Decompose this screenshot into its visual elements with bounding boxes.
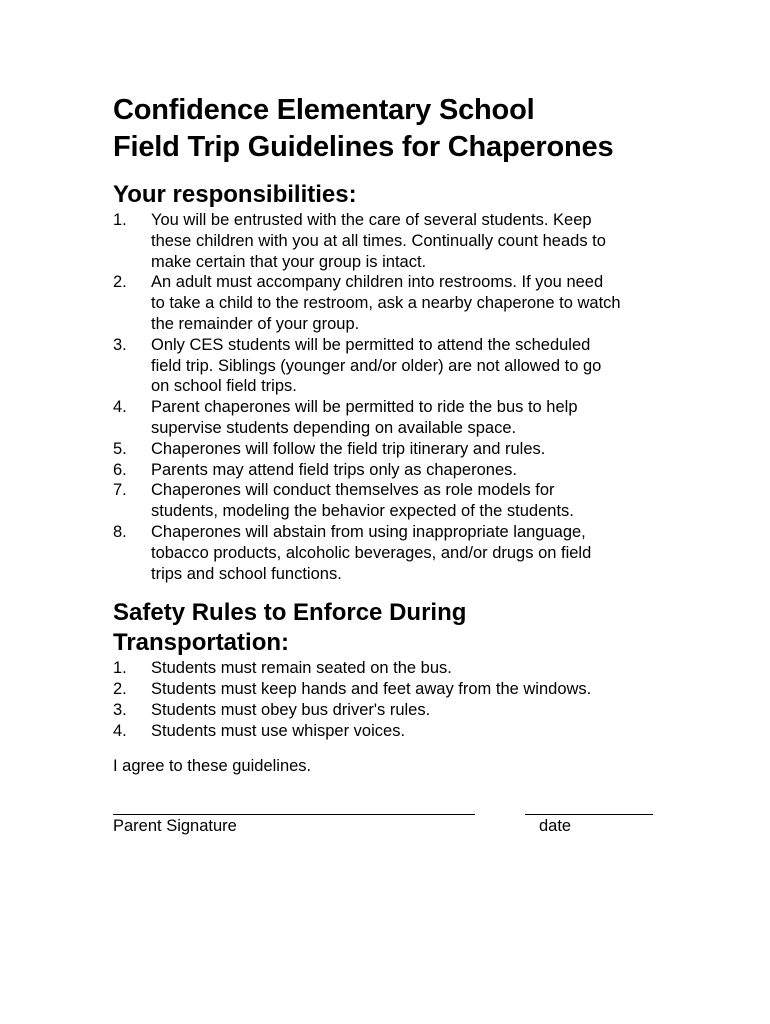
list-item-text (151, 397, 673, 439)
date-label: date (539, 816, 572, 835)
list-item-line: on school field trips. (151, 377, 297, 396)
list-item (113, 480, 673, 522)
list-item-line: students, modeling the behavior expected of the students. (151, 502, 574, 521)
list-item-line: Students must use whisper voices. (151, 721, 406, 740)
list-item (113, 522, 673, 584)
safety-heading-line-2: Transportation: (113, 629, 290, 657)
responsibilities-list (113, 210, 673, 584)
list-item-number: 2. (113, 273, 127, 292)
list-item-line: You will be entrusted with the care of several students. Keep (151, 211, 592, 229)
list-item-line: these children with you at all times. Continually count heads to (151, 231, 606, 250)
list-item-number: 8. (113, 522, 127, 541)
list-item-text (151, 335, 673, 397)
responsibilities-heading: Your responsibilities: (113, 181, 357, 208)
list-item-line: trips and school functions. (151, 564, 342, 583)
list-item-line: Parent chaperones will be permitted to ride the bus to help (151, 398, 578, 417)
list-item-text (151, 460, 673, 481)
list-item (113, 460, 673, 481)
list-item-number: 4. (113, 398, 127, 417)
list-item-line: to take a child to the restroom, ask a nearby chaperone to watch (151, 294, 621, 313)
safety-rules-list (113, 658, 673, 741)
list-item-line: Students must keep hands and feet away from the windows. (151, 680, 592, 699)
list-item (113, 679, 673, 700)
list-item-number: 1. (113, 211, 127, 229)
list-item-text (151, 210, 673, 272)
list-item-line: Students must remain seated on the bus. (151, 659, 452, 678)
title-line-1: Confidence Elementary School (113, 94, 535, 126)
date-line[interactable] (525, 794, 653, 815)
list-item-line: field trip. Siblings (younger and/or older) are not allowed to go (151, 356, 602, 375)
list-item-number: 2. (113, 680, 127, 699)
list-item (113, 721, 673, 742)
list-item-line: the remainder of your group. (151, 314, 360, 333)
list-item (113, 700, 673, 721)
safety-rules-heading (113, 598, 673, 658)
list-item-text (151, 679, 673, 700)
list-item-line: Chaperones will follow the field trip itinerary and rules. (151, 439, 546, 458)
list-item-line: Parents may attend field trips only as chaperones. (151, 460, 517, 479)
list-item-line: tobacco products, alcoholic beverages, and/or drugs on field (151, 543, 592, 562)
list-item (113, 439, 673, 460)
list-item-number: 5. (113, 439, 127, 458)
list-item-number: 6. (113, 460, 127, 479)
list-item-number: 1. (113, 659, 127, 678)
parent-signature-label: Parent Signature (113, 816, 237, 835)
list-item-line: Chaperones will conduct themselves as role models for (151, 481, 555, 500)
list-item-number: 4. (113, 721, 127, 740)
list-item-number: 3. (113, 335, 127, 354)
signature-block (113, 794, 673, 842)
list-item (113, 335, 673, 397)
list-item-text (151, 272, 673, 334)
list-item-line: Chaperones will abstain from using inappropriate language, (151, 522, 586, 541)
parent-signature-line[interactable] (113, 794, 475, 815)
list-item-number: 7. (113, 481, 127, 500)
list-item-number: 3. (113, 700, 127, 719)
list-item (113, 272, 673, 334)
list-item-text (151, 522, 673, 584)
list-item-text (151, 480, 673, 522)
document-title (113, 92, 673, 166)
list-item (113, 658, 673, 679)
list-item (113, 397, 673, 439)
list-item-line: An adult must accompany children into restrooms. If you need (151, 273, 604, 292)
title-line-2: Field Trip Guidelines for Chaperones (113, 131, 614, 163)
list-item-text (151, 700, 673, 721)
list-item-text (151, 658, 673, 679)
safety-heading-line-1: Safety Rules to Enforce During (113, 599, 467, 627)
list-item-line: Only CES students will be permitted to attend the scheduled (151, 335, 591, 354)
list-item-line: supervise students depending on available space. (151, 418, 517, 437)
list-item (113, 210, 673, 272)
list-item-text (151, 721, 673, 742)
document-page (113, 92, 673, 842)
list-item-text (151, 439, 673, 460)
list-item-line: Students must obey bus driver's rules. (151, 700, 431, 719)
agreement-statement: I agree to these guidelines. (113, 756, 312, 775)
list-item-line: make certain that your group is intact. (151, 252, 427, 271)
